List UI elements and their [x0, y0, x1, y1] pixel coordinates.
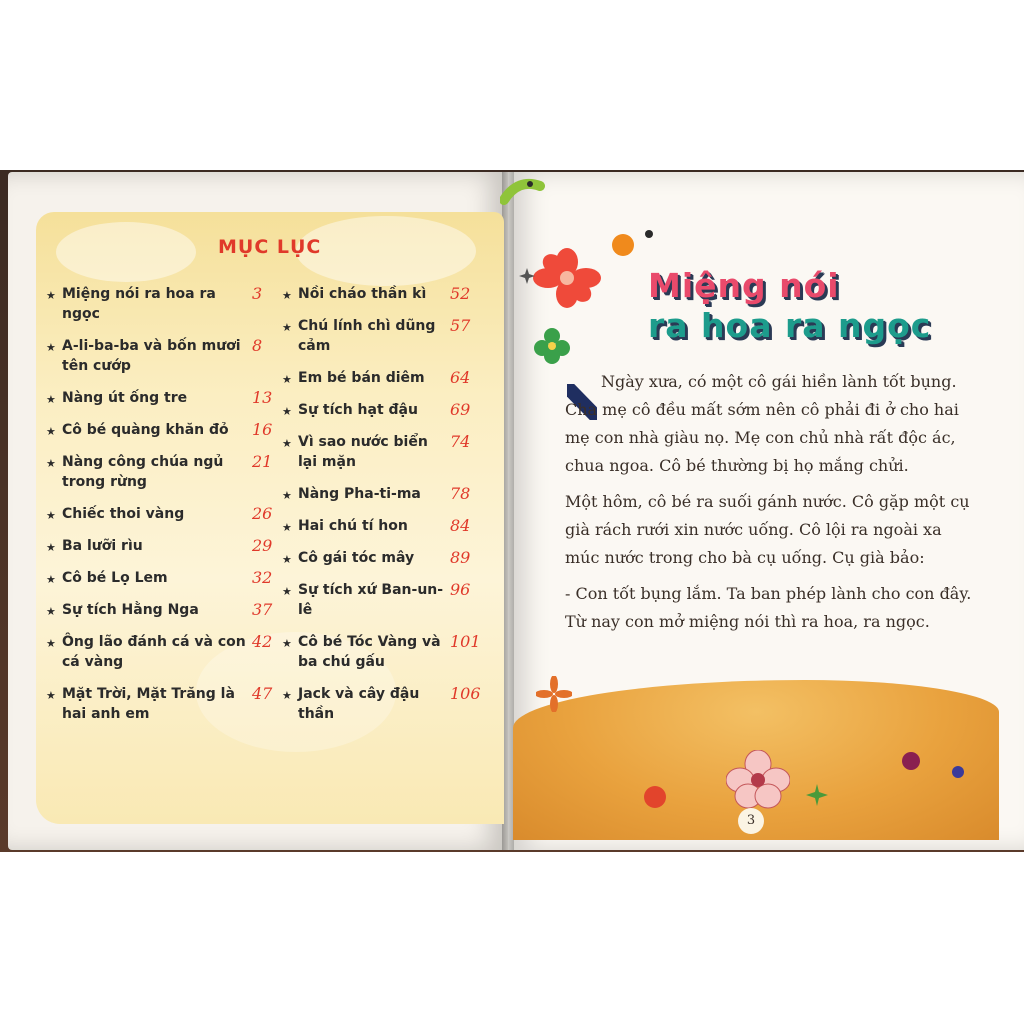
toc-entry-page: 16: [252, 420, 273, 439]
page-number: 3: [738, 808, 764, 834]
star-icon: ★: [282, 289, 292, 302]
toc-entry-page: 52: [450, 284, 471, 303]
bead-icon: [612, 234, 634, 256]
bead-icon: [645, 230, 653, 238]
toc-entry-page: 13: [252, 388, 273, 407]
star-icon: ★: [282, 373, 292, 386]
story-paragraph: Một hôm, cô bé ra suối gánh nước. Cô gặp một cụ già rách rưới xin nước uống. Cô lội ra ngoài xa múc nước trong cho bà cụ uống. Cụ già bảo:: [565, 492, 970, 567]
toc-entry-title: Mặt Trời, Mặt Trăng là hai anh em: [62, 686, 235, 722]
toc-entry[interactable]: [46, 536, 286, 556]
toc-entry-page: 47: [252, 684, 273, 703]
toc-entry-page: 106: [450, 684, 481, 703]
star-icon: ★: [282, 689, 292, 702]
flower-icon: [532, 248, 602, 308]
star-icon: ★: [282, 553, 292, 566]
toc-entry[interactable]: [282, 684, 504, 724]
toc-entry-title: Sự tích xứ Ban-un-lê: [298, 582, 444, 618]
toc-entry-title: Miệng nói ra hoa ra ngọc: [62, 286, 216, 322]
bead-icon: [902, 752, 920, 770]
story-title-line2: ra hoa ra ngọc: [648, 306, 932, 345]
toc-entry-title: Hai chú tí hon: [298, 518, 408, 534]
story-body: [565, 368, 975, 644]
toc-entry-page: 78: [450, 484, 471, 503]
toc-entry[interactable]: [46, 684, 286, 724]
toc-entry-page: 42: [252, 632, 273, 651]
story-paragraph: Ngày xưa, có một cô gái hiền lành tốt bụng. Cha mẹ cô đều mất sớm nên cô phải đi ở cho hai mẹ con nhà giàu nọ. Mẹ con chủ nhà rất độc ác, chua ngoa. Cô bé thường bị họ mắng chửi.: [565, 372, 959, 475]
worm-icon: [500, 172, 550, 206]
star-icon: ★: [46, 689, 56, 702]
starflower-icon: [536, 676, 572, 712]
toc-entry-page: 29: [252, 536, 273, 555]
toc-entry[interactable]: [282, 632, 504, 672]
toc-entry[interactable]: [282, 580, 504, 620]
toc-entry[interactable]: [282, 368, 504, 388]
toc-entry-title: Em bé bán diêm: [298, 370, 425, 386]
toc-entry-page: 32: [252, 568, 273, 587]
toc-title: MỤC LỤC: [218, 236, 322, 258]
background-bottom: [0, 852, 1024, 1024]
toc-entry-title: Nàng út ống tre: [62, 390, 188, 406]
toc-entry-title: Sự tích hạt đậu: [298, 402, 418, 418]
star-leaf-icon: [519, 268, 535, 284]
toc-entry[interactable]: [282, 516, 504, 536]
toc-entry-page: 74: [450, 432, 471, 451]
toc-entry-title: Cô bé Tóc Vàng và ba chú gấu: [298, 634, 441, 670]
bead-icon: [952, 766, 964, 778]
toc-entry-title: Jack và cây đậu thần: [298, 686, 420, 722]
star-icon: ★: [46, 425, 56, 438]
toc-entry[interactable]: [46, 504, 286, 524]
clover-icon: [806, 784, 828, 806]
background-top: [0, 0, 1024, 172]
toc-entry[interactable]: [46, 420, 286, 440]
toc-entry-page: 69: [450, 400, 471, 419]
toc-entry[interactable]: [282, 484, 504, 504]
toc-entry-page: 26: [252, 504, 273, 523]
toc-entry-title: Chú lính chì dũng cảm: [298, 318, 436, 354]
toc-entry-page: 101: [450, 632, 481, 651]
star-icon: ★: [46, 573, 56, 586]
toc-entry-title: Ông lão đánh cá và con cá vàng: [62, 634, 246, 670]
toc-entry[interactable]: [46, 452, 286, 492]
toc-entry-title: Sự tích Hằng Nga: [62, 602, 199, 618]
toc-entry-page: 8: [252, 336, 263, 355]
toc-right-column: [282, 284, 504, 736]
story-title: [648, 266, 931, 346]
toc-entry[interactable]: [46, 600, 286, 620]
toc-entry-title: Nồi cháo thần kì: [298, 286, 427, 302]
bead-icon: [644, 786, 666, 808]
toc-entry-page: 3: [252, 284, 263, 303]
star-icon: ★: [46, 341, 56, 354]
toc-entry-title: Vì sao nước biển lại mặn: [298, 434, 428, 470]
toc-entry-title: Chiếc thoi vàng: [62, 506, 185, 522]
toc-entry[interactable]: [282, 284, 504, 304]
toc-entry-title: Cô gái tóc mây: [298, 550, 415, 566]
toc-entry[interactable]: [282, 548, 504, 568]
toc-entry-page: 96: [450, 580, 471, 599]
toc-entry[interactable]: [282, 432, 504, 472]
toc-entry[interactable]: [46, 568, 286, 588]
toc-entry[interactable]: [282, 400, 504, 420]
star-icon: ★: [282, 321, 292, 334]
star-icon: ★: [282, 437, 292, 450]
toc-entry-title: Cô bé quàng khăn đỏ: [62, 422, 229, 438]
star-icon: ★: [282, 489, 292, 502]
star-icon: ★: [46, 509, 56, 522]
toc-left-column: [46, 284, 286, 736]
toc-entry-page: 64: [450, 368, 471, 387]
toc-entry[interactable]: [282, 316, 504, 356]
toc-entry[interactable]: [46, 336, 286, 376]
story-title-line1: Miệng nói: [648, 266, 840, 305]
toc-entry-title: Ba lưỡi rìu: [62, 538, 143, 554]
toc-entry-page: 21: [252, 452, 273, 471]
toc-entry-page: 37: [252, 600, 273, 619]
toc-entry[interactable]: [46, 632, 286, 672]
toc-entry[interactable]: [46, 388, 286, 408]
cloud-decor: [296, 216, 476, 286]
star-icon: ★: [282, 405, 292, 418]
toc-entry-title: Nàng công chúa ngủ trong rừng: [62, 454, 224, 490]
star-icon: ★: [46, 393, 56, 406]
flower-icon: [726, 750, 790, 810]
star-icon: ★: [282, 521, 292, 534]
star-icon: ★: [46, 637, 56, 650]
star-icon: ★: [46, 605, 56, 618]
toc-entry-page: 57: [450, 316, 471, 335]
toc-entry-page: 89: [450, 548, 471, 567]
story-paragraph: - Con tốt bụng lắm. Ta ban phép lành cho con đây. Từ nay con mở miệng nói thì ra hoa, ra ngọc.: [565, 584, 972, 631]
toc-entry-title: Nàng Pha-ti-ma: [298, 486, 421, 502]
clover-icon: [532, 326, 572, 366]
star-icon: ★: [46, 457, 56, 470]
toc-entry-title: A-li-ba-ba và bốn mươi tên cướp: [62, 338, 241, 374]
toc-entry[interactable]: [46, 284, 286, 324]
toc-entry-page: 84: [450, 516, 471, 535]
star-icon: ★: [46, 289, 56, 302]
star-icon: ★: [46, 541, 56, 554]
toc-entry-title: Cô bé Lọ Lem: [62, 570, 168, 586]
star-icon: ★: [282, 585, 292, 598]
star-icon: ★: [282, 637, 292, 650]
cloud-decor: [56, 222, 196, 282]
